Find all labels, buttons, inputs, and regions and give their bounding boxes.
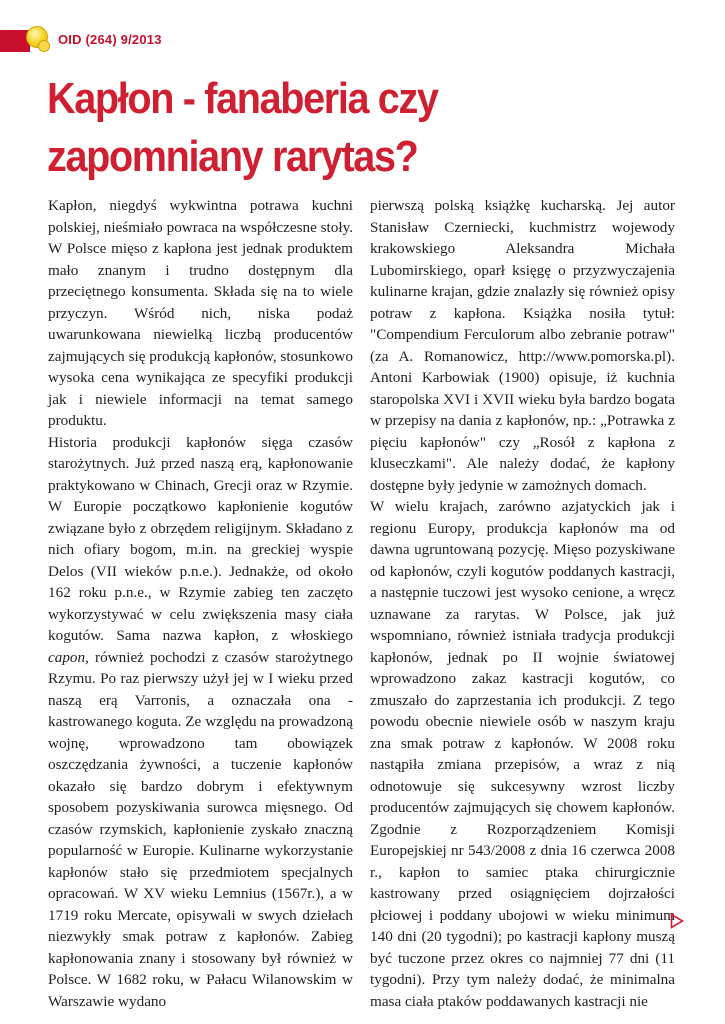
logo-small-dot-icon [38,40,50,52]
paragraph: W wielu krajach, zarówno azjatyckich jak i regionu Europy, produkcja kapłonów ma od dawna ugruntowaną pozycję. Mięso pozyskiwane od kapłonów, czyli kogutów poddanych kastracji, a następnie tuczowi jest wysoko cenione, a wręcz uznawane za rarytas. W Polsce, jak już wspomniano, również istniała tradycja produkcji kapłonów, jednak po II wojnie światowej wprowadzono zakaz kastracji kogutów, co zmuszało do zaprzestania ich produkcji. Z tego powodu obecnie niewiele osób w naszym kraju zna smak potraw z kapłonów. W 2008 roku nastąpiła zmiana przepisów, a wraz z nią odnotowuje się sukcesywny wzrost liczby producentów zajmujących się chowem kapłonów. Zgodnie z Rozporządzeniem Komisji Europejskiej nr 543/2008 z dnia 16 czerwca 2008 r., kapłon to samiec ptaka chirurgicznie kastrowany przed osiągnięciem dojrzałości płciowej i poddany ubojowi w wieku minimum 140 dni (20 tygodni); po kastracji kapłony muszą być tuczone przez okres co najmniej 77 dni (11 tygodni). Przy tym należy dodać, że minimalna masa ciała ptaków poddawanych kastracji nie [370,498,675,1010]
issue-label: OID (264) 9/2013 [58,32,162,47]
article-title [47,70,623,186]
paragraph: Historia produkcji kapłonów sięga czasów starożytnych. Już przed naszą erą, kapłonowanie praktykowano w Chinach, Grecji oraz w Rzymie. W Europie początkowo kapłonienie kogutów związane było z obrzędem religijnym. Składano z nich ofiary bogom, m.in. na greckiej wyspie Delos (VII wieków p.n.e.). Jednakże, od około 162 roku p.n.e., w Rzymie zabieg ten zaczęto wykorzystywać w celu zwiększenia masy ciała kogutów. Sama nazwa kapłon, z włoskiego capon, również pochodzi z czasów starożytnego Rzymu. Po raz pierwszy użył jej w I wieku przed naszą erą Varronis, a oznaczała ona - kastrowanego koguta. Ze względu na prowadzoną wojnę, wprowadzono tam obowiązek oszczędzania żywności, a tuczenie kapłonów okazało się bardzo dobrym i efektywnym sposobem pozyskiwania surowca mięsnego. Od czasów rzymskich, kapłonienie zyskało znaczną popularność w Europie. Kulinarne wykorzystanie kapłonów stało się przedmiotem specjalnych opracowań. W XV wieku Lemnius (1567r.), a w 1719 roku Mercate, opisywali w swych dziełach niezwykły smak potraw z kapłonów. Zabieg kapłonowania znany i stosowany był również w Polsce. W 1682 roku, w Pałacu Wilanowskim w Warszawie wydano [48,433,353,1010]
continue-arrow-icon [670,913,684,929]
title-line-2: zapomniany rarytas? [47,132,418,181]
right-column [370,195,675,1012]
left-column [48,195,353,1012]
paragraph: pierwszą polską książkę kucharską. Jej autor Stanisław Czerniecki, kuchmistrz wojewody krakowskiego Aleksandra Michała Lubomirskiego, oparł księgę o przyzwyczajenia kulinarne krajan, gdzie znalazły się również opisy potraw z kapłona. Książka nosiła tytuł: "Compendium Ferculorum albo zebranie potraw" (za A. Romanowicz, http://www.pomorska.pl). Antoni Karbowiak (1900) opisuje, iż kuchnia staropolska XVI i XVII wieku była bardzo bogata w przepisy na dania z kapłonów, np.: „Potrawka z pięciu kapłonów" czy „Rosół z kapłona z kluseczkami". Ale należy dodać, że kapłony dostępne były jedynie w zamożnych domach. [370,197,675,494]
title-line-1: Kapłon - fanaberia czy [47,74,438,123]
italic-word: capon [48,648,86,666]
paragraph: Kapłon, niegdyś wykwintna potrawa kuchni polskiej, nieśmiało powraca na współczesne stoły. W Polsce mięso z kapłona jest jednak produktem mało znanym i trudno dostępnym dla przeciętnego konsumenta. Składa się na to wiele przyczyn. Wśród nich, niska podaż uwarunkowana niewielką liczbą producentów zajmujących się produkcją kapłonów, stosunkowo wysoka cena wynikająca ze specyfiki produkcji jak i niewiele informacji na temat samego produktu. [48,197,353,429]
